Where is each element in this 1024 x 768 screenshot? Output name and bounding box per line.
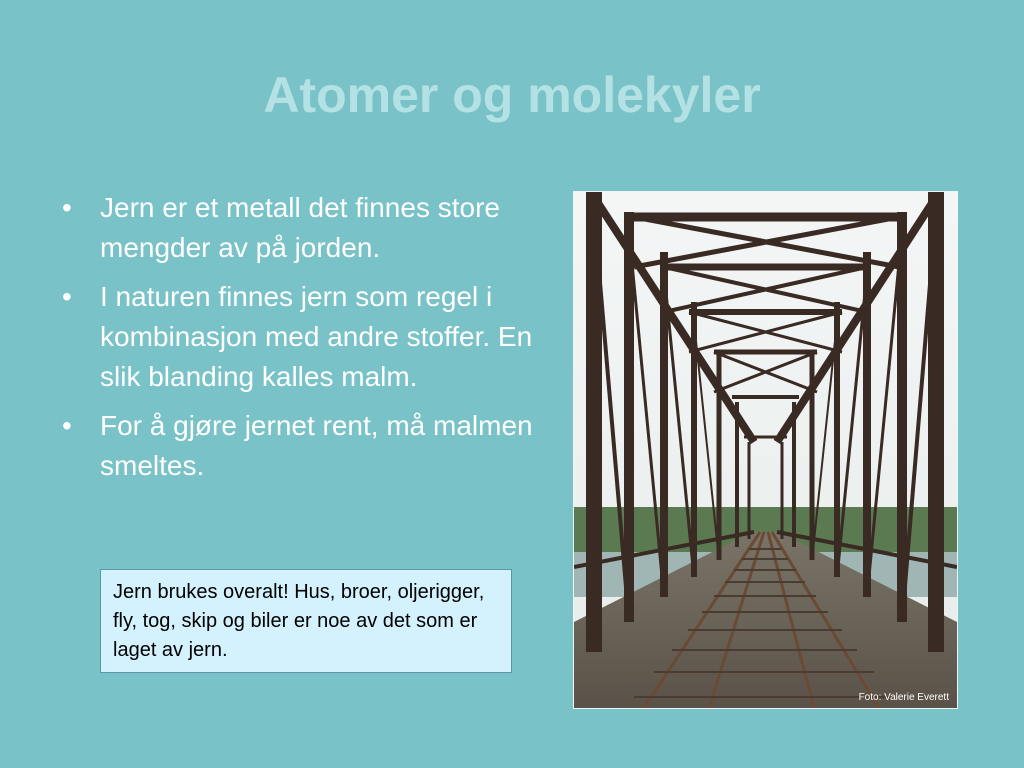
bullet-marker: • — [62, 281, 72, 312]
slide-title: Atomer og molekyler — [263, 67, 761, 123]
bullet-list — [58, 188, 538, 495]
bullet-text: I naturen finnes jern som regel i kombinasjon med andre stoffer. En slik blanding kalles malm. — [100, 281, 533, 392]
bridge-photo — [573, 191, 958, 709]
bullet-item — [58, 277, 538, 397]
bridge-illustration — [574, 192, 957, 708]
note-box: Jern brukes overalt! Hus, broer, oljerigger, fly, tog, skip og biler er noe av det som er laget av jern. — [100, 569, 512, 673]
bullet-item — [58, 406, 538, 486]
bullet-text: Jern er et metall det finnes store mengder av på jorden. — [100, 192, 500, 263]
bullet-marker: • — [62, 410, 72, 441]
bullet-item — [58, 188, 538, 268]
bullet-text: For å gjøre jernet rent, må malmen smeltes. — [100, 410, 533, 481]
photo-credit: Foto: Valerie Everett — [858, 692, 949, 703]
bullet-marker: • — [62, 192, 72, 223]
